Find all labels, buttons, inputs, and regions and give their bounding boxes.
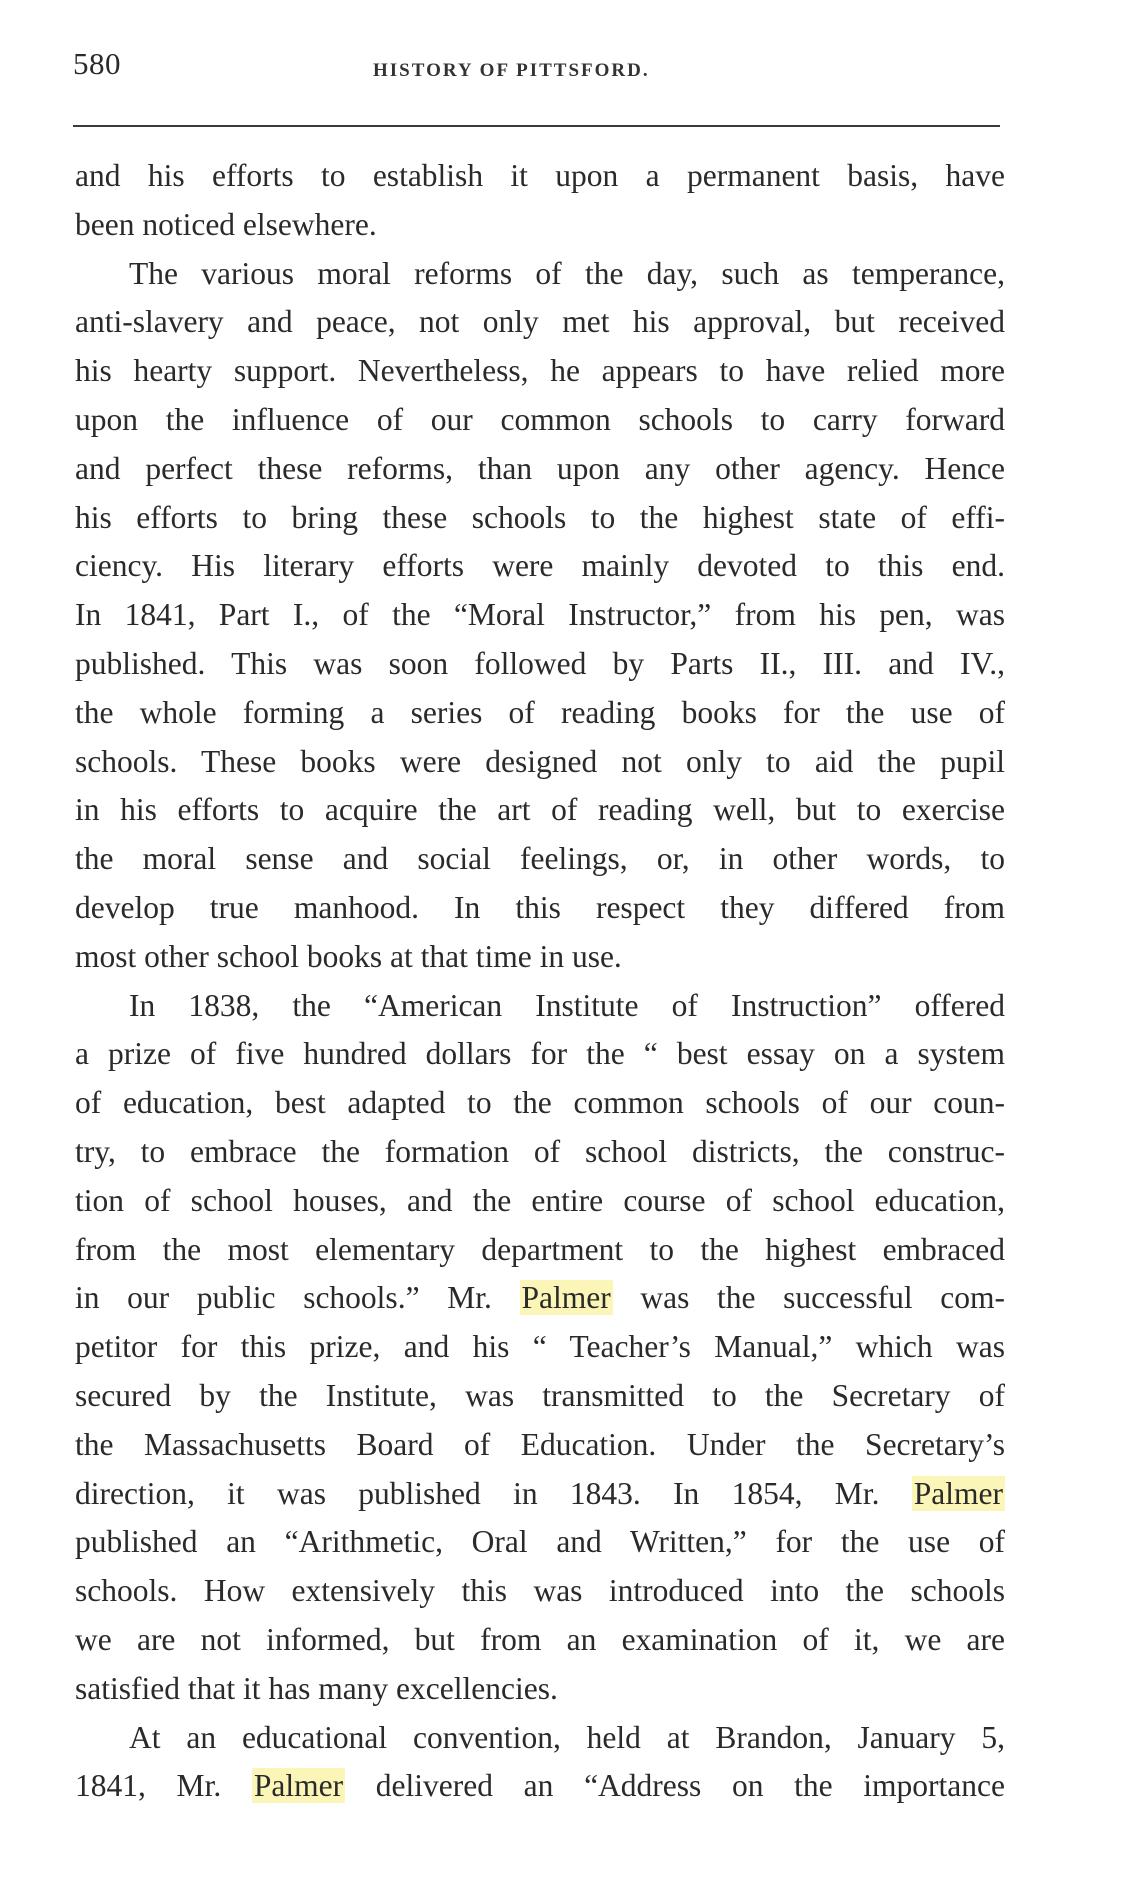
text-segment: 1841, Mr. [75,1768,252,1804]
text-line: his hearty support. Nevertheless, he appears to have relied more [75,353,1005,389]
text-line: satisfied that it has many excellencies. [75,1670,558,1706]
header-rule [73,125,1000,127]
text-line: we are not informed, but from an examination of it, we are [75,1621,1005,1657]
text-line: and perfect these reforms, than upon any other agency. Hence [75,450,1005,486]
text-line [75,1470,1005,1519]
text-line: his efforts to bring these schools to the highest state of effi- [75,499,1005,535]
highlighted-name: Palmer [253,1768,344,1804]
text-line: of education, best adapted to the common schools of our coun- [75,1085,1005,1121]
running-head: HISTORY OF PITTSFORD. [373,60,650,81]
text-line: develop true manhood. In this respect they differed from [75,889,1005,925]
text-segment: delivered an “Address on the importance [345,1768,1005,1804]
page-number: 580 [73,46,121,81]
text-line: secured by the Institute, was transmitted to the Secretary of [75,1377,1005,1413]
text-line: The various moral reforms of the day, such as temperance, [129,255,1005,291]
text-line: anti-slavery and peace, not only met his approval, but received [75,304,1005,340]
text-line: from the most elementary department to the highest embraced [75,1231,1005,1267]
text-line: In 1838, the “American Institute of Instruction” offered [129,987,1005,1023]
text-line: petitor for this prize, and his “ Teacher’s Manual,” which was [75,1329,1005,1365]
text-line: At an educational convention, held at Brandon, January 5, [129,1719,1005,1755]
text-line: the Massachusetts Board of Education. Under the Secretary’s [75,1426,1005,1462]
text-line: ciency. His literary efforts were mainly devoted to this end. [75,548,1005,584]
highlighted-name: Palmer [521,1280,611,1316]
text-line: the whole forming a series of reading books for the use of [75,694,1005,730]
text-line [75,1274,1005,1323]
text-line: published an “Arithmetic, Oral and Written,” for the use of [75,1524,1005,1560]
text-line: schools. These books were designed not only to aid the pupil [75,743,1005,779]
text-line: and his efforts to establish it upon a permanent basis, have [75,158,1005,193]
text-line: published. This was soon followed by Parts II., III. and IV., [75,645,1005,681]
text-line [75,1762,1005,1811]
text-line: the moral sense and social feelings, or, in other words, to [75,841,1005,877]
text-line: try, to embrace the formation of school districts, the construc- [75,1133,1005,1169]
text-segment: was the successful com- [612,1280,1006,1316]
text-line: In 1841, Part I., of the “Moral Instructor,” from his pen, was [75,597,1005,633]
text-line: tion of school houses, and the entire course of school education, [75,1182,1005,1218]
text-segment: direction, it was published in 1843. In 1854, Mr. [75,1475,912,1511]
text-line: been noticed elsewhere. [75,206,377,242]
text-line: most other school books at that time in use. [75,938,622,974]
text-segment: in our public schools.” Mr. [75,1280,520,1316]
body-text [75,152,1005,1811]
text-line: in his efforts to acquire the art of reading well, but to exercise [75,792,1005,828]
highlighted-name: Palmer [913,1475,1003,1511]
page-header [73,46,998,86]
text-line: upon the influence of our common schools to carry forward [75,401,1005,437]
text-line: a prize of five hundred dollars for the “ best essay on a system [75,1036,1005,1072]
text-line: schools. How extensively this was introduced into the schools [75,1573,1005,1609]
